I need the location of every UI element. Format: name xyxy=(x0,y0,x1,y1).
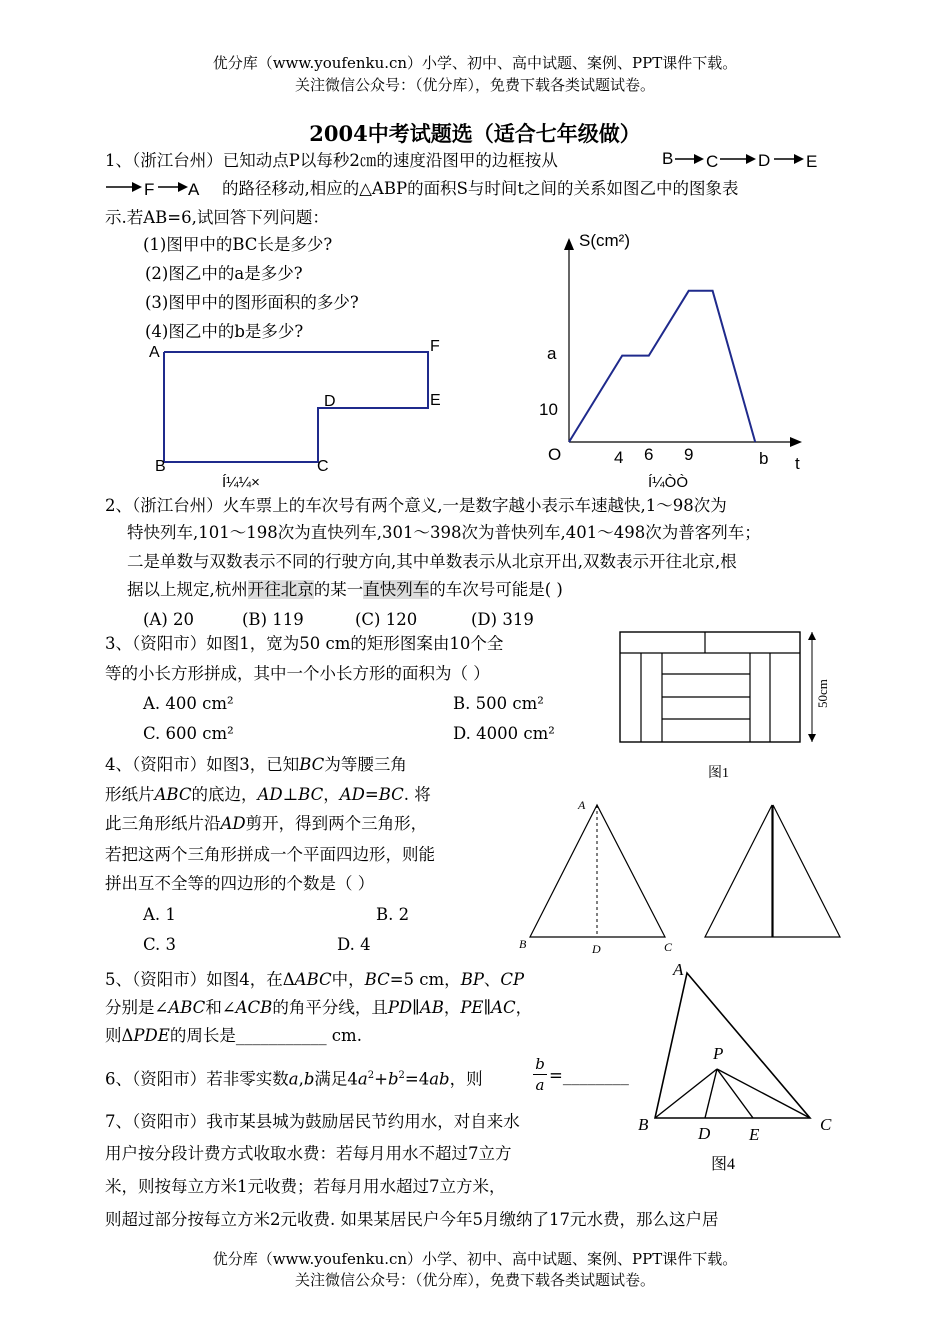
fig-a-label-d: D xyxy=(324,393,336,410)
path-letter-f: F xyxy=(144,180,155,199)
fig4-label-a: A xyxy=(673,960,684,979)
q1-sub-1: (1)图甲中的BC长是多少? xyxy=(143,235,333,254)
chart-x-tick-9: 9 xyxy=(684,445,694,464)
fig-a-label-e: E xyxy=(430,392,441,409)
fig3-label-a: A xyxy=(578,798,586,812)
q3-figure-1 xyxy=(618,630,833,790)
q3-option-a: A. 400 cm² xyxy=(143,694,234,713)
q6-fraction-denominator: a xyxy=(535,1076,545,1094)
q2-line-4 xyxy=(127,580,563,600)
q2-option-b: (B) 119 xyxy=(242,610,304,629)
fig-a-label-a: A xyxy=(149,344,160,361)
q4-option-a: A. 1 xyxy=(143,905,176,924)
chart-x-label: t xyxy=(795,454,800,473)
path-letter-d: D xyxy=(758,151,771,170)
fig4-caption: 图4 xyxy=(711,1156,736,1173)
header-line-1: 优分库（www.youfenku.cn）小学、初中、高中试题、案例、PPT课件下载。 xyxy=(212,54,738,72)
q3-option-b: B. 500 cm² xyxy=(453,694,544,713)
fig4-label-b: B xyxy=(638,1115,649,1134)
fig1-caption: 图1 xyxy=(708,766,729,781)
q2-line-4-part-b: 的某一 xyxy=(313,580,364,599)
fig3-label-d: D xyxy=(592,942,601,956)
q5-line-3: 则ΔPDE的周长是___________ cm. xyxy=(105,1026,362,1045)
q2-line-4-part-c: 的车次号可能是( ) xyxy=(429,580,563,599)
chart-x-tick-4: 4 xyxy=(614,448,624,467)
q2-option-c: (C) 120 xyxy=(355,610,418,629)
chart-y-tick-a: a xyxy=(547,344,557,363)
fig-a-label-c: C xyxy=(317,458,329,475)
path-letter-b: B xyxy=(662,149,674,168)
chart-x-tick-6: 6 xyxy=(644,445,654,464)
q4-option-c: C. 3 xyxy=(143,935,177,954)
q6-line: 6、（资阳市）若非零实数a,b满足$4a^2+b^2=4ab$，则 xyxy=(105,1069,483,1089)
q4-line-3: 此三角形纸片沿AD剪开，得到两个三角形， xyxy=(105,814,428,833)
q1-sub-3: (3)图甲中的图形面积的多少? xyxy=(145,293,359,312)
fig3-label-b: B xyxy=(519,937,527,951)
chart-y-tick-10: 10 xyxy=(539,400,558,419)
q3-option-c: C. 600 cm² xyxy=(143,724,234,743)
q4-line-4: 若把这两个三角形拼成一个平面四边形，则能 xyxy=(105,845,435,864)
q2-option-a: (A) 20 xyxy=(143,610,195,629)
q6-answer-blank: =________ xyxy=(549,1066,629,1085)
fig-a-caption: Í¼¼× xyxy=(222,474,260,491)
q1-figure-a xyxy=(140,330,470,495)
fig-a-label-b: B xyxy=(155,458,166,475)
q7-line-2: 用户按分段计费方式收取水费：若每月用水不超过7立方 xyxy=(105,1144,512,1163)
fig4-label-p: P xyxy=(713,1044,724,1063)
footer-line-2: 关注微信公众号：（优分库），免费下载各类试题试卷。 xyxy=(294,1271,655,1289)
q3-line-2: 等的小长方形拼成，其中一个小长方形的面积为（ ） xyxy=(105,664,490,683)
q4-line-2: 形纸片ABC的底边，AD⊥BC，AD=BC. 将 xyxy=(105,785,431,804)
path-letter-e: E xyxy=(806,152,818,171)
path-letter-a: A xyxy=(188,180,200,199)
q7-line-4: 则超过部分按每立方米2元收费. 如果某居民户今年5月缴纳了17元水费，那么这户居 xyxy=(105,1210,719,1229)
q3-line-1: 3、（资阳市）如图1，宽为50 cm的矩形图案由10个全 xyxy=(105,634,504,653)
chart-line-series xyxy=(569,291,755,442)
q2-highlight-2: 直快列车 xyxy=(363,580,430,599)
q6-fraction xyxy=(533,1055,547,1095)
chart-y-label: S(cm²) xyxy=(579,231,630,250)
chart-x-tick-b: b xyxy=(759,449,769,468)
chart-origin: O xyxy=(548,445,562,464)
footer-line-1: 优分库（www.youfenku.cn）小学、初中、高中试题、案例、PPT课件下载。 xyxy=(212,1250,738,1268)
fig-a-label-f: F xyxy=(430,338,440,355)
fig3-label-c: C xyxy=(664,940,673,954)
q4-option-d: D. 4 xyxy=(337,935,371,954)
q6-fraction-numerator: b xyxy=(533,1055,547,1075)
path-letter-c: C xyxy=(706,152,719,171)
q7-line-1: 7、（资阳市）我市某县城为鼓励居民节约用水，对自来水 xyxy=(105,1112,520,1131)
fig4-label-e: E xyxy=(749,1125,760,1144)
q7-line-3: 米，则按每立方米1元收费；若每月用水超过7立方米， xyxy=(105,1177,506,1196)
q1-line-3: 示.若AB=6,试回答下列问题： xyxy=(105,208,329,227)
q5-line-2: 分别是∠ABC和∠ACB的角平分线，且PD∥AB，PE∥AC， xyxy=(105,998,533,1017)
q2-highlight-1: 开往北京 xyxy=(247,580,314,599)
q4-option-b: B. 2 xyxy=(376,905,410,924)
q2-line-3: 二是单数与双数表示不同的行驶方向,其中单数表示从北京开出,双数表示开往北京,根 xyxy=(127,552,737,571)
q1-sub-4: (4)图乙中的b是多少? xyxy=(145,322,304,341)
q3-option-d: D. 4000 cm² xyxy=(453,724,555,743)
q4-figure-3 xyxy=(515,795,865,960)
header-line-2: 关注微信公众号：（优分库），免费下载各类试题试卷。 xyxy=(294,76,655,94)
q2-line-4-part-a: 据以上规定,杭州 xyxy=(127,580,248,599)
fig4-label-c: C xyxy=(820,1115,832,1134)
q1-figure-b-chart xyxy=(530,220,820,495)
q2-option-d: (D) 319 xyxy=(471,610,534,629)
chart-caption: Í¼ÒÒ xyxy=(648,474,689,491)
fig4-label-d: D xyxy=(698,1124,711,1143)
q4-line-1: 4、（资阳市）如图3，已知BC为等腰三角 xyxy=(105,755,407,774)
q4-line-5: 拼出互不全等的四边形的个数是（ ） xyxy=(105,874,375,893)
q1-line-2: 的路径移动,相应的△ABP的面积S与时间t之间的关系如图乙中的图象表 xyxy=(222,179,739,198)
q5-line-1: 5、（资阳市）如图4，在ΔABC中，BC=5 cm，BP、CP xyxy=(105,970,525,989)
fig1-dimension-label: 50cm xyxy=(815,679,830,708)
q2-line-2: 特快列车,101～198次为直快列车,301～398次为普快列车,401～498次为普客列车； xyxy=(127,523,761,542)
q5-figure-4 xyxy=(635,955,850,1180)
q1-sub-2: (2)图乙中的a是多少? xyxy=(145,264,303,283)
q2-line-1: 2、（浙江台州）火车票上的车次号有两个意义,一是数字越小表示车速越快,1～98次为 xyxy=(105,496,727,515)
q1-line-1: 1、（浙江台州）已知动点P以每秒2㎝的速度沿图甲的边框按从 xyxy=(105,151,558,170)
page-title: 2004中考试题选（适合七年级做） xyxy=(309,121,641,146)
